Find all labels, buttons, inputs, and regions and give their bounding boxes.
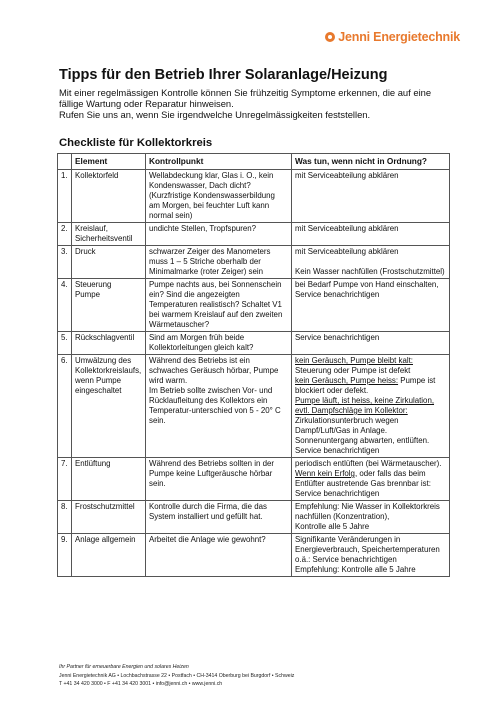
- aktion-result: Steuerung oder Pumpe ist defekt: [295, 366, 411, 375]
- row-aktion: [292, 501, 450, 534]
- brand-logo: [325, 30, 460, 44]
- aktion-line: Empfehlung: Kontrolle alle 5 Jahre: [295, 565, 416, 574]
- row-kontrollpunkt: schwarzer Zeiger des Manometers muss 1 – 5 Striche oberhalb der Minimalmarke (roter Zeiger) sein: [146, 246, 292, 279]
- aktion-condition: kein Geräusch, Pumpe heiss:: [295, 376, 399, 385]
- header-number: [58, 154, 72, 170]
- table-header-row: [58, 154, 450, 170]
- row-kontrollpunkt: Sind am Morgen früh beide Kollektorleitungen gleich kalt?: [146, 332, 292, 355]
- row-element: Umwälzung des Kollektorkreislaufs, wenn Pumpe eingeschaltet: [72, 355, 146, 458]
- aktion-condition: Wenn kein Erfolg: [295, 469, 355, 478]
- sun-logo-icon: [325, 32, 335, 42]
- row-aktion: [292, 458, 450, 501]
- row-number: 5.: [58, 332, 72, 355]
- row-aktion: Service benachrichtigen: [292, 332, 450, 355]
- aktion-case: [295, 376, 446, 396]
- row-element: Frostschutzmittel: [72, 501, 146, 534]
- footer: [59, 663, 294, 689]
- table-row: [58, 458, 450, 501]
- section-title: Checkliste für Kollektorkreis: [59, 137, 213, 149]
- row-number: 8.: [58, 501, 72, 534]
- intro-paragraph-2: Rufen Sie uns an, wenn Sie irgendwelche Unregelmässigkeiten feststellen.: [59, 108, 371, 120]
- footer-contact: T +41 34 420 3000 • F +41 34 420 3001 • info@jenni.ch • www.jenni.ch: [59, 681, 223, 687]
- row-number: 9.: [58, 534, 72, 577]
- aktion-line: Kein Wasser nachfüllen (Frostschutzmittel): [295, 267, 445, 276]
- table-row: [58, 534, 450, 577]
- row-aktion: bei Bedarf Pumpe von Hand einschalten, Service benachrichtigen: [292, 279, 450, 332]
- row-kontrollpunkt: undichte Stellen, Tropfspuren?: [146, 223, 292, 246]
- table-row: [58, 332, 450, 355]
- aktion-result: , oder falls das beim Entlüfter austretende Gas brennbar ist: Service benachrichtigen: [295, 469, 431, 498]
- row-kontrollpunkt: Arbeitet die Anlage wie gewohnt?: [146, 534, 292, 577]
- row-aktion: mit Serviceabteilung abklären: [292, 223, 450, 246]
- aktion-line: periodisch entlüften (bei Wärmetauscher).: [295, 459, 442, 468]
- row-kontrollpunkt: Während des Betriebs sollten in der Pumpe keine Luftgeräusche hörbar sein.: [146, 458, 292, 501]
- aktion-line: Kontrolle alle 5 Jahre: [295, 522, 370, 531]
- row-kontrollpunkt: [146, 355, 292, 458]
- header-aktion: Was tun, wenn nicht in Ordnung?: [292, 154, 450, 170]
- checklist-table: [57, 153, 450, 577]
- row-element: Entlüftung: [72, 458, 146, 501]
- row-element: Anlage allgemein: [72, 534, 146, 577]
- table-row: [58, 170, 450, 223]
- row-aktion: mit Serviceabteilung abklären: [292, 170, 450, 223]
- row-element: [72, 279, 146, 332]
- row-element: Rückschlagventil: [72, 332, 146, 355]
- aktion-condition: kein Geräusch, Pumpe bleibt kalt:: [295, 356, 413, 365]
- aktion-line: mit Serviceabteilung abklären: [295, 247, 399, 256]
- row-number: 1.: [58, 170, 72, 223]
- row-number: 2.: [58, 223, 72, 246]
- row-number: 7.: [58, 458, 72, 501]
- table-row: [58, 246, 450, 279]
- row-kontrollpunkt: Kontrolle durch die Firma, die das System installiert und gefüllt hat.: [146, 501, 292, 534]
- kontrollpunkt-line: Während des Betriebs ist ein schwaches Geräusch hörbar, Pumpe wird warm.: [149, 356, 279, 385]
- row-kontrollpunkt: Pumpe nachts aus, bei Sonnenschein ein? Sind die angezeigten Temperaturen realistisch? Schaltet V1 bei warmem Kreislauf auf den zweiten Wärmetauscher?: [146, 279, 292, 332]
- row-number: 3.: [58, 246, 72, 279]
- row-number: 4.: [58, 279, 72, 332]
- row-aktion: [292, 355, 450, 458]
- aktion-case: [295, 356, 446, 376]
- aktion-line: Signifikante Veränderungen in Energieverbrauch, Speichertemperaturen o.ä.: Service benachrichtigen: [295, 535, 440, 564]
- element-line: Pumpe: [75, 290, 101, 299]
- intro-text: [59, 88, 449, 120]
- row-element: Kollektorfeld: [72, 170, 146, 223]
- table-row: [58, 279, 450, 332]
- aktion-case: [295, 396, 446, 456]
- header-element: Element: [72, 154, 146, 170]
- element-line: Steuerung: [75, 280, 112, 289]
- row-element: Druck: [72, 246, 146, 279]
- table-row: [58, 355, 450, 458]
- header-kontrollpunkt: Kontrollpunkt: [146, 154, 292, 170]
- footer-address: Jenni Energietechnik AG • Lochbachstrasse 22 • Postfach • CH-3414 Oberburg bei Burgdorf • Schweiz: [59, 672, 295, 679]
- aktion-line: Empfehlung: Nie Wasser in Kollektorkreis nachfüllen (Konzentration),: [295, 502, 440, 521]
- intro-paragraph-1: Mit einer regelmässigen Kontrolle können Sie frühzeitig Symptome erkennen, die auf eine fällige Wartung oder Reparatur hinweisen.: [59, 87, 432, 109]
- table-row: [58, 223, 450, 246]
- table-row: [58, 501, 450, 534]
- kontrollpunkt-line: Im Betrieb sollte zwischen Vor- und Rücklaufleitung des Kollektors ein Temperatur-unterschied von 5 - 20° C sein.: [149, 386, 281, 425]
- aktion-result: Pumpe ist blockiert oder defekt.: [295, 376, 436, 395]
- aktion-result: Zirkulationsunterbruch wegen Dampf/Luft/Gas in Anlage. Sonnenuntergang abwarten, entlüften. Service benachrichtigen: [295, 416, 430, 455]
- row-element: Kreislauf, Sicherheitsventil: [72, 223, 146, 246]
- row-aktion: [292, 246, 450, 279]
- aktion-condition: Pumpe läuft, ist heiss, keine Zirkulation, evtl. Dampfschläge im Kollektor:: [295, 396, 435, 415]
- footer-tagline: Ihr Partner für erneuerbare Energien und solares Heizen: [59, 664, 189, 670]
- row-aktion: [292, 534, 450, 577]
- row-number: 6.: [58, 355, 72, 458]
- row-kontrollpunkt: Wellabdeckung klar, Glas i. O., kein Kondenswasser, Dach dicht? (Kurzfristige Kondenswasserbildung am Morgen, bei feuchter Luft kann normal sein): [146, 170, 292, 223]
- page-title: Tipps für den Betrieb Ihrer Solaranlage/Heizung: [59, 67, 388, 83]
- brand-name: Jenni Energietechnik: [338, 30, 460, 44]
